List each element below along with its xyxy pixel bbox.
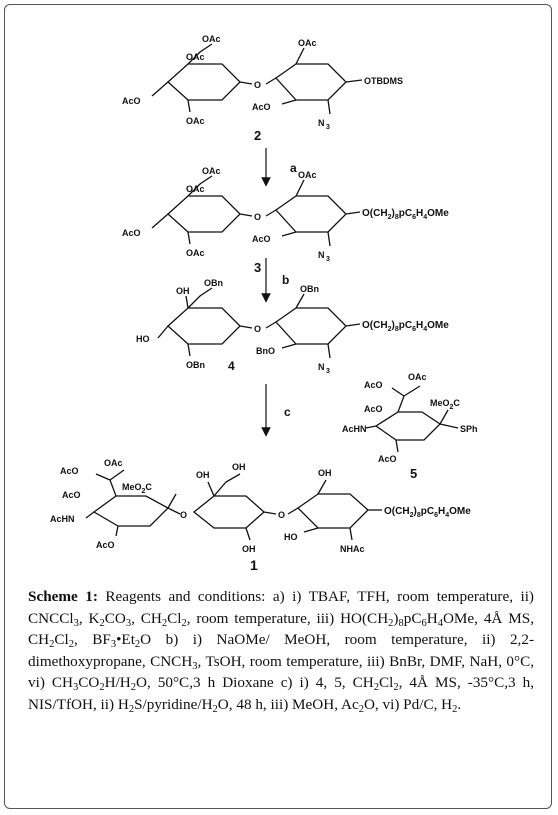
c1-meo2c-part: MeO	[122, 482, 142, 492]
caption-text-segment: 2	[181, 617, 187, 629]
c3-label: AcO	[252, 234, 271, 244]
c1-meo2c-part: C	[145, 482, 152, 492]
c3-label: O	[254, 212, 262, 222]
c1-agl: H	[437, 506, 446, 517]
scheme-caption	[28, 586, 534, 715]
c4-agl: 4	[423, 326, 428, 333]
c1-label: OH	[242, 544, 256, 554]
caption-text-segment: H	[426, 609, 438, 627]
caption-text-segment: 3	[192, 660, 198, 672]
c1-label: O	[278, 510, 286, 520]
c1-label: O	[180, 510, 188, 520]
c1-aglycone	[384, 506, 471, 519]
c3-label: OAc	[186, 248, 205, 258]
c4-label: 3	[326, 368, 330, 375]
c3-agl: H	[415, 208, 424, 219]
c3-agl: OMe	[427, 208, 449, 219]
c4-agl: )	[391, 320, 395, 331]
caption-text-segment: )	[393, 609, 399, 627]
c1-label: AcO	[96, 540, 115, 550]
c2-label: OAc	[186, 52, 205, 62]
caption-text-segment: CO	[78, 674, 100, 691]
caption-text-segment: 2	[49, 639, 55, 650]
c3-agl: 4	[423, 214, 428, 221]
caption-text-segment: 2	[128, 703, 135, 715]
caption-text-segment: OMe, 4Å MS, CH	[28, 609, 534, 648]
c4-label: N	[318, 362, 325, 372]
caption-text-segment: , CH	[131, 609, 162, 627]
c4-label: OBn	[204, 278, 223, 288]
c4-agl: H	[415, 320, 424, 331]
c1-label: OH	[196, 470, 210, 480]
c3-label: 3	[326, 256, 330, 263]
caption-text-segment: , 4Å MS, -35°C,3 h, NIS/TfOH, ii) H	[28, 674, 535, 713]
caption-text-segment: 2	[388, 617, 394, 629]
caption-text-segment: Reagents and conditions: a) i) TBAF, TFH, room temperature, ii) CNCCl	[28, 588, 534, 627]
caption-text-segment: Cl	[378, 674, 394, 691]
c1-agl: )	[413, 506, 417, 517]
caption-text-segment: 2	[452, 703, 458, 715]
c3-label: OAc	[186, 184, 205, 194]
caption-text-segment: pC	[403, 609, 422, 627]
c4-agl: 8	[394, 326, 399, 333]
arrow-label-a: a	[290, 161, 297, 175]
c2-label: OTBDMS	[364, 76, 403, 86]
c3-label: AcO	[122, 228, 141, 238]
c4-aglycone	[362, 320, 449, 333]
c5-label: OAc	[408, 372, 427, 382]
c4-label: OH	[176, 286, 190, 296]
arrow-label-c: c	[284, 405, 291, 419]
caption-text-segment: , K	[78, 609, 100, 627]
c3-label: OAc	[298, 170, 317, 180]
c1-label: HO	[284, 532, 298, 542]
compound-number-4: 4	[228, 359, 235, 373]
caption-text-segment: Cl	[167, 609, 182, 627]
c5-meo2c	[430, 398, 460, 411]
c3-agl: pC	[398, 208, 413, 219]
caption-text-segment: 4	[437, 617, 443, 629]
c1-label: AcO	[60, 466, 79, 476]
c4-label: O	[254, 324, 262, 334]
compound-number-5: 5	[410, 466, 418, 481]
c4-agl: O(CH	[362, 320, 388, 331]
c3-agl: 8	[394, 214, 399, 221]
c1-agl: 2	[409, 512, 414, 519]
c4-agl: 2	[387, 326, 392, 333]
c5-label: SPh	[460, 424, 478, 434]
compound-number-2: 2	[254, 128, 262, 143]
c1-agl: pC	[420, 506, 435, 517]
compound-5	[366, 386, 458, 452]
caption-text-segment: 2	[373, 682, 379, 693]
c1-meo2c-part: 2	[141, 488, 146, 495]
c1-agl: 4	[445, 512, 450, 519]
c1-label: OAc	[104, 458, 123, 468]
c1-agl: 8	[416, 512, 421, 519]
caption-text-segment: 2	[130, 682, 137, 693]
caption-text-segment: 8	[398, 617, 404, 629]
c2-label: AcO	[122, 96, 141, 106]
c4-label: HO	[136, 334, 150, 344]
c4-agl: 6	[412, 326, 416, 333]
caption-text-segment: 2	[68, 639, 74, 650]
caption-text-segment: , room temperature, iii) HO(CH	[186, 609, 389, 627]
c5-label: AcHN	[342, 424, 367, 434]
caption-text-segment: O, 50°C,3 h Dioxane c) i) 4, 5, CH	[136, 674, 374, 691]
caption-text-segment: O b) i) NaOMe/ MeOH, room temperature, ii) 2,2-dimethoxypropane, CNCH	[28, 631, 535, 670]
caption-text-segment: 2	[358, 703, 364, 715]
c3-aglycone	[362, 208, 449, 221]
caption-text-segment: , BF	[73, 631, 111, 648]
c3-agl: 2	[387, 214, 392, 221]
arrow-label-b: b	[282, 273, 290, 287]
caption-text-segment: 2	[212, 703, 218, 715]
caption-text-segment: O, 48 h, iii) MeOH, Ac	[217, 695, 359, 713]
c1-label: NHAc	[340, 544, 365, 554]
c5-label: AcO	[378, 454, 397, 464]
c2-label: OAc	[298, 38, 317, 48]
c4-agl: OMe	[427, 320, 449, 331]
caption-text-segment: Cl	[54, 631, 69, 648]
caption-text-segment: 3	[73, 682, 79, 693]
caption-text-segment: 6	[421, 617, 427, 629]
c3-agl: 6	[412, 214, 416, 221]
caption-text-segment: 2	[393, 682, 399, 693]
caption-text-segment: S/pyridine/H	[134, 695, 213, 713]
caption-text-segment: 2	[99, 617, 105, 629]
c1-label: AcO	[62, 490, 81, 500]
c2-label: OAc	[202, 34, 221, 44]
c4-agl: pC	[398, 320, 413, 331]
c2-label: AcO	[252, 102, 271, 112]
caption-label: Scheme 1:	[28, 588, 98, 605]
caption-text-segment: 3	[125, 617, 132, 629]
c2-label: O	[254, 80, 262, 90]
caption-body	[28, 588, 534, 713]
c5-meo2c-part: 2	[449, 404, 454, 411]
c1-label: AcHN	[50, 514, 75, 524]
c4-label: OBn	[186, 360, 205, 370]
compound-1	[86, 470, 382, 540]
c5-label: AcO	[364, 404, 383, 414]
c3-agl: )	[391, 208, 395, 219]
c1-agl: O(CH	[384, 506, 410, 517]
c3-agl: O(CH	[362, 208, 388, 219]
compound-number-3: 3	[254, 260, 262, 275]
caption-text-segment: .	[457, 695, 462, 713]
c3-label: N	[318, 250, 325, 260]
caption-text-segment: 3	[73, 617, 79, 629]
c4-label: BnO	[256, 346, 275, 356]
c1-meo2c	[122, 482, 152, 495]
caption-text-segment: •Et	[116, 631, 135, 648]
c2-label: 3	[326, 124, 330, 131]
caption-text-segment: 2	[161, 617, 168, 629]
c2-label: OAc	[186, 116, 205, 126]
c1-agl: 6	[434, 512, 438, 519]
c5-meo2c-part: C	[453, 398, 460, 408]
c5-meo2c-part: MeO	[430, 398, 450, 408]
caption-text-segment: 2	[134, 639, 141, 650]
c1-agl: OMe	[449, 506, 471, 517]
compound-number-1: 1	[250, 557, 258, 573]
c3-label: OAc	[202, 166, 221, 176]
c2-label: N	[318, 118, 325, 128]
c4-label: OBn	[300, 284, 319, 294]
c1-label: OH	[318, 468, 332, 478]
c5-label: AcO	[364, 380, 383, 390]
caption-text-segment: 3	[110, 639, 117, 650]
c1-label: OH	[232, 462, 246, 472]
caption-text-segment: , TsOH, room temperature, iii) BnBr, DMF, NaH, 0°C, vi) CH	[28, 652, 535, 691]
caption-text-segment: O, vi) Pd/C, H	[363, 695, 453, 713]
caption-text-segment: 2	[99, 682, 105, 693]
caption-text-segment: CO	[104, 609, 126, 627]
caption-text-segment: H/H	[104, 674, 131, 691]
